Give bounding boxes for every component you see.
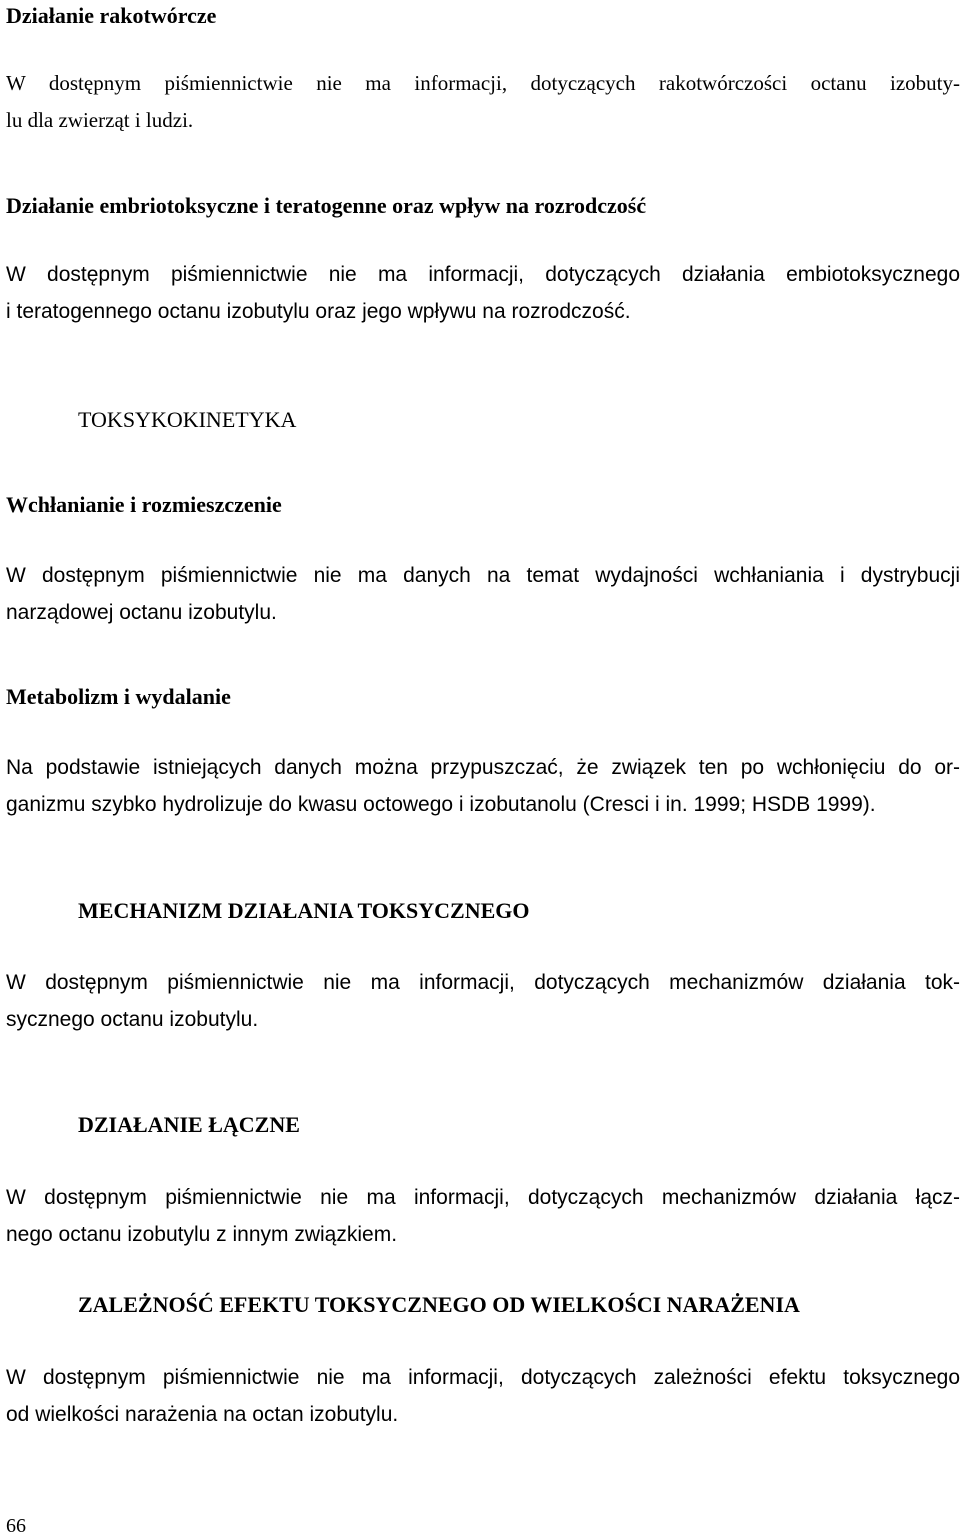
paragraph-line: W dostępnym piśmiennictwie nie ma informacji, dotyczących mechanizmów działania tok- — [6, 971, 960, 994]
paragraph-dose-response — [6, 1359, 960, 1433]
paragraph-line: Na podstawie istniejących danych można przypuszczać, że związek ten po wchłonięciu do or- — [6, 756, 960, 779]
section-heading-embryotoxic: Działanie embriotoksyczne i teratogenne oraz wpływ na rozrodczość — [6, 193, 647, 218]
paragraph-line: W dostępnym piśmiennictwie nie ma informacji, dotyczących rakotwórczości octanu izobuty- — [6, 71, 960, 95]
paragraph-metabolism — [6, 749, 960, 823]
paragraph-combined-action — [6, 1179, 960, 1253]
section-heading-absorption: Wchłanianie i rozmieszczenie — [6, 492, 282, 517]
paragraph-line: od wielkości narażenia na octan izobutylu. — [6, 1403, 399, 1426]
paragraph-line: W dostępnym piśmiennictwie nie ma informacji, dotyczących mechanizmów działania łącz- — [6, 1186, 960, 1209]
paragraph-line: W dostępnym piśmiennictwie nie ma informacji, dotyczących zależności efektu toksycznego — [6, 1366, 960, 1389]
chapter-heading-mechanism: MECHANIZM DZIAŁANIA TOKSYCZNEGO — [78, 898, 530, 923]
chapter-heading-combined-action: DZIAŁANIE ŁĄCZNE — [78, 1112, 300, 1137]
chapter-heading-toxicokinetics: TOKSYKOKINETYKA — [78, 407, 297, 432]
paragraph-embryotoxic — [6, 256, 960, 330]
paragraph-line: ganizmu szybko hydrolizuje do kwasu octowego i izobutanolu (Cresci i in. 1999; HSDB 1999). — [6, 793, 876, 816]
section-heading-metabolism: Metabolizm i wydalanie — [6, 684, 231, 709]
paragraph-line: narządowej octanu izobutylu. — [6, 601, 277, 624]
chapter-heading-dose-response: ZALEŻNOŚĆ EFEKTU TOKSYCZNEGO OD WIELKOŚCI NARAŻENIA — [78, 1292, 800, 1317]
paragraph-absorption — [6, 557, 960, 631]
paragraph-line: sycznego octanu izobutylu. — [6, 1008, 259, 1031]
page-number: 66 — [6, 1515, 26, 1537]
paragraph-mechanism — [6, 964, 960, 1038]
paragraph-line: lu dla zwierząt i ludzi. — [6, 108, 194, 132]
paragraph-line: nego octanu izobutylu z innym związkiem. — [6, 1223, 398, 1246]
paragraph-carcinogenic — [6, 65, 960, 139]
paragraph-line: i teratogennego octanu izobutylu oraz jego wpływu na rozrodczość. — [6, 300, 631, 323]
section-heading-carcinogenic: Działanie rakotwórcze — [6, 3, 217, 28]
paragraph-line: W dostępnym piśmiennictwie nie ma danych na temat wydajności wchłaniania i dystrybucji — [6, 564, 960, 587]
paragraph-line: W dostępnym piśmiennictwie nie ma informacji, dotyczących działania embiotoksycznego — [6, 263, 960, 286]
